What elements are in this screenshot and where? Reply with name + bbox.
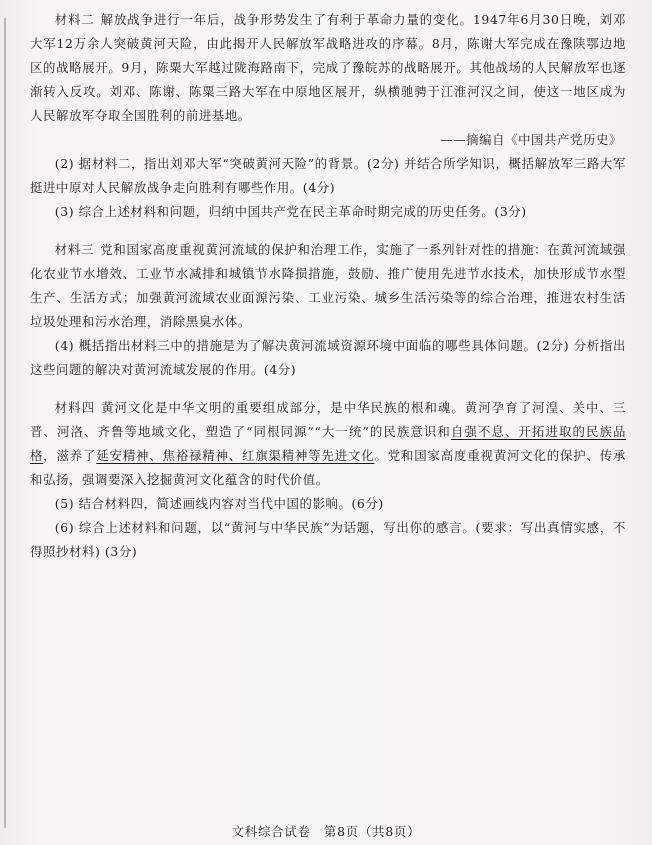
material-two-text: 解放战争进行一年后，战争形势发生了有利于革命力量的变化。1947年6月30日晚，刘邓大军12万余人突破黄河天险，由此揭开人民解放军战略进攻的序幕。8月，陈谢大军完成在豫陕鄂边地区的战略展开。9月，陈粟大军越过陇海路南下，完成了豫皖苏的战略展开。其他战场的人民解放军也逐渐转入反攻。刘邓、陈谢、陈粟三路大军在中原地区展开，纵横驰骋于江淮河汉之间，使这一地区成为人民解放军夺取全国胜利的前进基地。 bbox=[30, 12, 626, 123]
question-4: (4) 概括指出材料三中的措施是为了解决黄河流域资源环境中面临的哪些具体问题。(2分) 分析指出这些问题的解决对黄河流域发展的作用。(4分) bbox=[30, 338, 626, 377]
material-three bbox=[30, 238, 626, 334]
spacer bbox=[30, 224, 626, 238]
material-four bbox=[30, 396, 626, 492]
material-four-text-after: 。党和国家高度重视黄河文化的保护、传承和弘扬，强调要深入挖掘黄河文化蕴含的时代价值。 bbox=[30, 448, 626, 487]
question-5: (5) 结合材料四，简述画线内容对当代中国的影响。(6分) bbox=[54, 496, 384, 511]
page-content bbox=[30, 8, 626, 564]
material-three-text: 党和国家高度重视黄河流域的保护和治理工作，实施了一系列针对性的措施：在黄河流域强化农业节水增效、工业节水减排和城镇节水降损措施，鼓励、推广使用先进节水技术，加快形成节水型生产、生活方式；加强黄河流域农业面源污染、工业污染、城乡生活污染等的综合治理，推进农村生活垃圾处理和污水治理，消除黑臭水体。 bbox=[30, 242, 626, 329]
question-6: (6) 综合上述材料和问题，以“黄河与中华民族”为话题，写出你的感言。(要求：写出真情实感，不得照抄材料) (3分) bbox=[30, 520, 626, 559]
binding-edge bbox=[4, 18, 6, 828]
material-three-label: 材料三 bbox=[54, 242, 95, 257]
material-two bbox=[30, 8, 626, 128]
material-four-text-before: 黄河文化是中华文明的重要组成部分，是中华民族的根和魂。黄河孕育了河湟、关中、三晋、河洛、齐鲁等地域文化，塑造了“同根同源”“大一统”的民族意识和 bbox=[30, 400, 626, 439]
material-four-label: 材料四 bbox=[54, 400, 96, 415]
spacer bbox=[30, 382, 626, 396]
underlined-phrase-2: 延安精神、焦裕禄精神、红旗渠精神等先进文化 bbox=[96, 448, 375, 463]
material-two-label: 材料二 bbox=[54, 12, 95, 27]
question-3: (3) 综合上述材料和问题，归纳中国共产党在民主革命时期完成的历史任务。(3分) bbox=[54, 204, 527, 219]
material-two-source: ——摘编自《中国共产党历史》 bbox=[440, 132, 622, 147]
page-footer: 文科综合试卷 第8页（共8页） bbox=[231, 824, 421, 839]
material-four-text-mid: ，滋养了 bbox=[43, 448, 97, 463]
question-2: (2) 据材料二，指出刘邓大军“突破黄河天险”的背景。(2分) 并结合所学知识，概括解放军三路大军挺进中原对人民解放战争走向胜利有哪些作用。(4分) bbox=[30, 156, 626, 195]
underlined-phrase-1: 自强不息、开拓进取的民族品格 bbox=[30, 424, 626, 463]
